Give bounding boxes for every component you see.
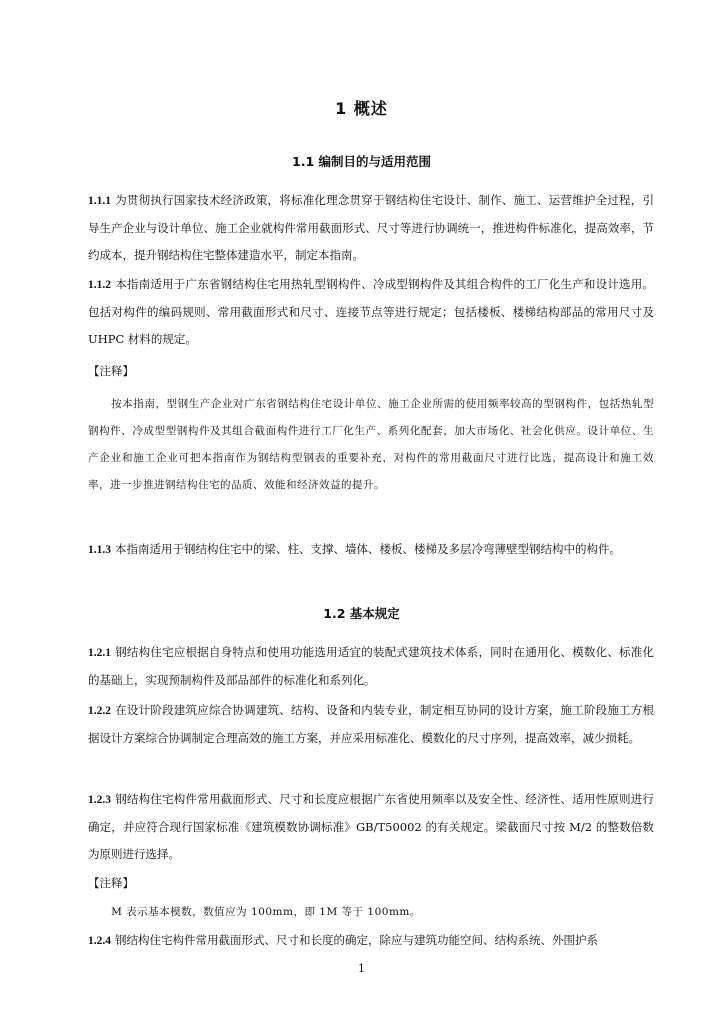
clause-1-1-3 [88,536,654,564]
clause-1-1-2 [88,271,654,353]
clause-text: 钢结构住宅构件常用截面形式、尺寸和长度应根据广东省使用频率以及安全性、经济性、适用性原则进行确定，并应符合现行国家标准《建筑模数协调标准》GB/T50002 的有关规定。梁截面尺寸按 M/2 的整数倍数为原则进行选择。 [88,792,654,861]
clause-1-1-1 [88,187,654,269]
clause-number: 1.2.3 [88,794,111,806]
section-title-1-2: 1.2 基本规定 [323,606,400,621]
clause-number: 1.2.1 [88,647,111,659]
clause-text: 钢结构住宅应根据自身特点和使用功能选用适宜的装配式建筑技术体系，同时在通用化、模数化、标准化的基础上，实现预制构件及部品部件的标准化和系列化。 [88,645,654,687]
note-label: 【注释】 [88,876,134,890]
clause-1-2-2 [88,697,654,752]
clause-1-2-3 [88,786,654,868]
section-title-1-1: 1.1 编制目的与适用范围 [292,154,431,169]
clause-text: 在设计阶段建筑应综合协调建筑、结构、设备和内装专业，制定相互协同的设计方案，施工阶段施工方根据设计方案综合协调制定合理高效的施工方案，并应采用标准化、模数化的尺寸序列，提高效率，减少损耗。 [88,703,654,745]
clause-number: 1.1.3 [88,544,111,556]
clause-number: 1.2.4 [88,935,111,947]
clause-text: 钢结构住宅构件常用截面形式、尺寸和长度的确定，除应与建筑功能空间、结构系统、外围护系 [115,933,598,947]
clause-number: 1.1.1 [88,195,111,207]
page-number: 1 [358,962,365,975]
clause-text: 本指南适用于钢结构住宅中的梁、柱、支撑、墙体、楼板、楼梯及多层冷弯薄壁型钢结构中的构件。 [115,542,621,556]
note-text: M 表示基本模数，数值应为 100mm，即 1M 等于 100mm。 [111,906,421,918]
clause-text: 本指南适用于广东省钢结构住宅用热轧型钢构件、冷成型钢构件及其组合构件的工厂化生产和设计选用。包括对构件的编码规则、常用截面形式和尺寸、连接节点等进行规定；包括楼板、楼梯结构部品的常用尺寸及 UHPC 材料的规定。 [88,277,654,346]
clause-1-2-1 [88,639,654,694]
note-label: 【注释】 [88,364,134,378]
chapter-title: 1 概述 [335,99,388,118]
clause-1-2-4 [88,927,654,955]
clause-number: 1.2.2 [88,705,111,717]
note-text: 按本指南，型钢生产企业对广东省钢结构住宅设计单位、施工企业所需的使用频率较高的型钢构件，包括热轧型钢构件、冷成型型钢构件及其组合截面构件进行工厂化生产、系列化配套，加大市场化、社会化供应。设计单位、生产企业和施工企业可把本指南作为钢结构型钢表的重要补充，对构件的常用截面尺寸进行比选，提高设计和施工效率，进一步推进钢结构住宅的品质、效能和经济效益的提升。 [88,398,654,491]
clause-text: 为贯彻执行国家技术经济政策，将标准化理念贯穿于钢结构住宅设计、制作、施工、运营维护全过程，引导生产企业与设计单位、施工企业就构件常用截面形式、尺寸等进行协调统一，推进构件标准化，提高效率，节约成本，提升钢结构住宅整体建造水平，制定本指南。 [88,193,654,262]
clause-number: 1.1.2 [88,279,111,291]
